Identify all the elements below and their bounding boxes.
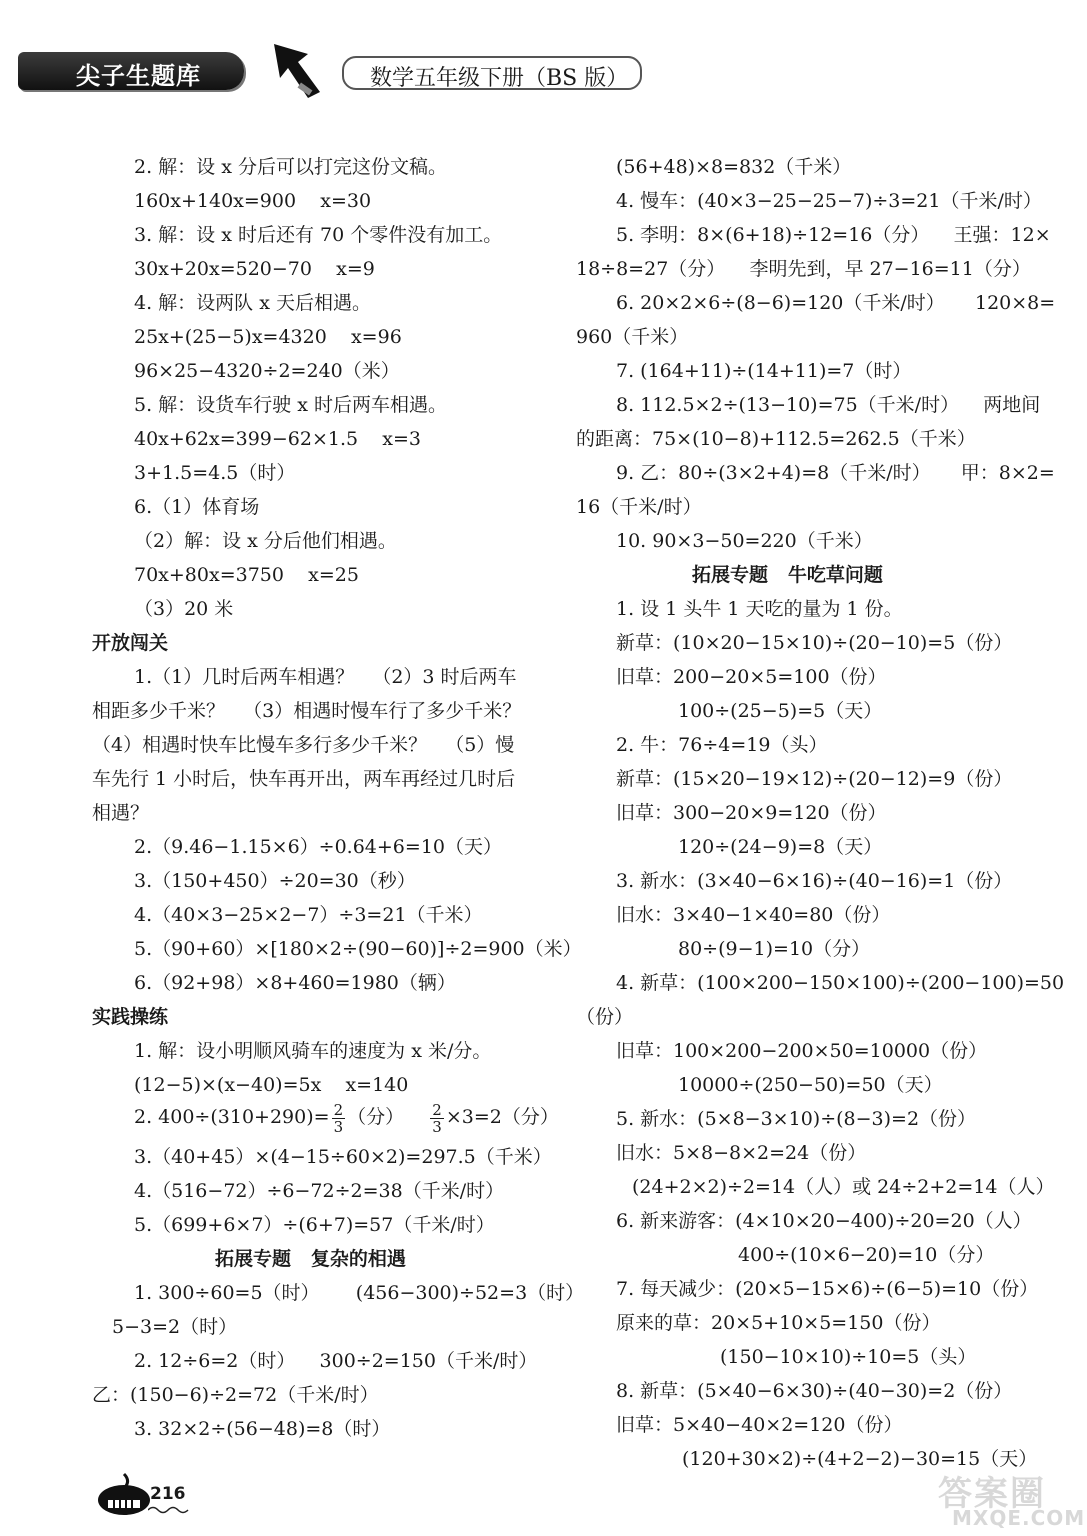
section-heading-meeting: 拓展专题 复杂的相遇: [215, 1248, 406, 1270]
left-line: 4. 解：设两队 x 天后相遇。: [134, 292, 371, 314]
header-banner: [18, 52, 244, 90]
right-line: (24+2×2)÷2=14（人）或 24÷2+2=14（人）: [632, 1176, 1055, 1198]
right-line: 旧草：300−20×9=120（份）: [616, 802, 887, 824]
right-line: 9. 乙：80÷(3×2+4)=8（千米/时） 甲：8×2=: [616, 462, 1055, 484]
watermark: [930, 1466, 1086, 1532]
left-line: 1. 300÷60=5（时） (456−300)÷52=3（时）: [134, 1282, 585, 1304]
left-line: 5. 解：设货车行驶 x 时后两车相遇。: [134, 394, 447, 416]
right-line: 旧水：3×40−1×40=80（份）: [616, 904, 891, 926]
right-line: 10000÷(250−50)=50（天）: [678, 1074, 943, 1096]
right-line: 6. 新来游客：(4×10×20−400)÷20=20（人）: [616, 1210, 1032, 1232]
left-line: 25x+(25−5)x=4320 x=96: [134, 326, 402, 348]
right-line: 7. 每天减少：(20×5−15×6)÷(6−5)=10（份）: [616, 1278, 1039, 1300]
fraction-1-denominator: 3: [333, 1117, 344, 1136]
right-line: 原来的草：20×5+10×5=150（份）: [616, 1312, 941, 1334]
left-line: 4.（516−72）÷6−72÷2=38（千米/时）: [134, 1180, 505, 1202]
left-line: 乙：(150−6)÷2=72（千米/时）: [92, 1384, 379, 1406]
right-line: 2. 牛：76÷4=19（头）: [616, 734, 828, 756]
page-number: 216: [150, 1484, 186, 1504]
watermark-line1: 答案圈: [938, 1474, 1046, 1514]
left-line: 相距多少千米？ （3）相遇时慢车行了多少千米？: [92, 700, 522, 722]
left-line: 6.（92+98）×8+460=1980（辆）: [134, 972, 456, 994]
left-fraction-line: [134, 1100, 559, 1135]
left-line: 1. 解：设小明顺风骑车的速度为 x 米/分。: [134, 1040, 492, 1062]
right-line: 新草：(15×20−19×12)÷(20−12)=9（份）: [616, 768, 1013, 790]
arrow-icon: [268, 40, 324, 102]
book-title: 数学五年级下册（BS 版）: [370, 66, 629, 91]
right-line: 新草：(10×20−15×10)÷(20−10)=5（份）: [616, 632, 1013, 654]
left-line: （3）20 米: [134, 598, 234, 620]
right-line: 16（千米/时）: [576, 496, 702, 518]
right-line: 5. 李明：8×(6+18)÷12=16（分） 王强：12×: [616, 224, 1051, 246]
right-line: (150−10×10)÷10=5（头）: [720, 1346, 977, 1368]
right-line: 3. 新水：(3×40−6×16)÷(40−16)=1（份）: [616, 870, 1013, 892]
fraction-line-prefix: 2. 400÷(310+290)=: [134, 1106, 330, 1128]
left-line: 1.（1）几时后两车相遇？ （2）3 时后两车: [134, 666, 517, 688]
left-line: (12−5)×(x−40)=5x x=140: [134, 1074, 409, 1096]
section-heading-open: 开放闯关: [92, 632, 169, 654]
right-line: 4. 新草：(100×200−150×100)÷(200−100)=50: [616, 972, 1065, 994]
right-line: 旧水：5×8−8×2=24（份）: [616, 1142, 867, 1164]
fraction-2-denominator: 3: [432, 1117, 442, 1136]
left-line: 40x+62x=399−62×1.5 x=3: [134, 428, 422, 450]
right-line: 960（千米）: [576, 326, 689, 348]
fraction-1-numerator: 2: [333, 1100, 344, 1119]
section-heading-cow-grass: 拓展专题 牛吃草问题: [692, 564, 883, 586]
left-line: 3.（150+450）÷20=30（秒）: [134, 870, 416, 892]
left-line: 3. 32×2÷(56−48)=8（时）: [134, 1418, 391, 1440]
right-line: 4. 慢车：(40×3−25−25−7)÷3=21（千米/时）: [616, 190, 1042, 212]
banner-text: 尖子生题库: [76, 62, 201, 90]
left-line: 2.（9.46−1.15×6）÷0.64+6=10（天）: [134, 836, 502, 858]
left-line: 2. 解：设 x 分后可以打完这份文稿。: [134, 156, 447, 178]
left-line: 160x+140x=900 x=30: [134, 190, 372, 212]
right-line: 10. 90×3−50=220（千米）: [616, 530, 873, 552]
right-line: 旧草：5×40−40×2=120（份）: [616, 1414, 903, 1436]
fraction-line-middle: （分）: [347, 1106, 429, 1128]
left-line: 5.（90+60）×[180×2÷(90−60)]÷2=900（米）: [134, 938, 582, 960]
right-line: 旧草：100×200−200×50=10000（份）: [616, 1040, 988, 1062]
left-line: 3. 解：设 x 时后还有 70 个零件没有加工。: [134, 224, 503, 246]
fraction-line-suffix: ×3=2（分）: [445, 1106, 559, 1128]
right-line: (56+48)×8=832（千米）: [616, 156, 852, 178]
right-line: 旧草：200−20×5=100（份）: [616, 666, 887, 688]
left-line: （2）解：设 x 分后他们相遇。: [134, 530, 397, 552]
fraction-1: [332, 1102, 346, 1135]
left-line: 3.（40+45）×(4−15÷60×2)=297.5（千米）: [134, 1146, 552, 1168]
fraction-2: [430, 1102, 444, 1135]
left-line: 70x+80x=3750 x=25: [134, 564, 359, 586]
right-line: 120÷(24−9)=8（天）: [678, 836, 883, 858]
right-line: 的距离：75×(10−8)+112.5=262.5（千米）: [576, 428, 976, 450]
right-line: 6. 20×2×6÷(8−6)=120（千米/时） 120×8=: [616, 292, 1056, 314]
right-line: 8. 112.5×2÷(13−10)=75（千米/时） 两地间: [616, 394, 1041, 416]
left-line: 5.（699+6×7）÷(6+7)=57（千米/时）: [134, 1214, 495, 1236]
right-line: 7. (164+11)÷(14+11)=7（时）: [616, 360, 912, 382]
left-line: 2. 12÷6=2（时） 300÷2=150（千米/时）: [134, 1350, 538, 1372]
right-line: 100÷(25−5)=5（天）: [678, 700, 883, 722]
right-line: 5. 新水：(5×8−3×10)÷(8−3)=2（份）: [616, 1108, 977, 1130]
left-line: 车先行 1 小时后，快车再开出，两车再经过几时后: [92, 768, 516, 790]
wave-decoration-icon: [148, 1505, 192, 1515]
book-title-box: [342, 56, 642, 90]
left-line: 6.（1）体育场: [134, 496, 260, 518]
mascot-icon: [96, 1470, 152, 1516]
right-line: 80÷(9−1)=10（分）: [678, 938, 871, 960]
left-line: 96×25−4320÷2=240（米）: [134, 360, 400, 382]
section-heading-practice: 实践操练: [92, 1006, 169, 1028]
left-line: （4）相遇时快车比慢车多行多少千米？ （5）慢: [92, 734, 515, 756]
right-line: （份）: [576, 1006, 634, 1028]
watermark-line2: MXQE.COM: [952, 1506, 1086, 1530]
right-line: 18÷8=27（分） 李明先到，早 27−16=11（分）: [576, 258, 1031, 280]
left-line: 5−3=2（时）: [112, 1316, 238, 1338]
right-line: 400÷(10×6−20)=10（分）: [738, 1244, 995, 1266]
left-line: 4.（40×3−25×2−7）÷3=21（千米）: [134, 904, 483, 926]
left-line: 30x+20x=520−70 x=9: [134, 258, 375, 280]
left-line: 3+1.5=4.5（时）: [134, 462, 296, 484]
left-line: 相遇？: [92, 802, 150, 824]
right-line: 8. 新草：(5×40−6×30)÷(40−30)=2（份）: [616, 1380, 1013, 1402]
right-line: 1. 设 1 头牛 1 天吃的量为 1 份。: [616, 598, 903, 620]
fraction-2-numerator: 2: [432, 1100, 442, 1119]
right-line: (120+30×2)÷(4+2−2)−30=15（天）: [682, 1448, 1038, 1470]
